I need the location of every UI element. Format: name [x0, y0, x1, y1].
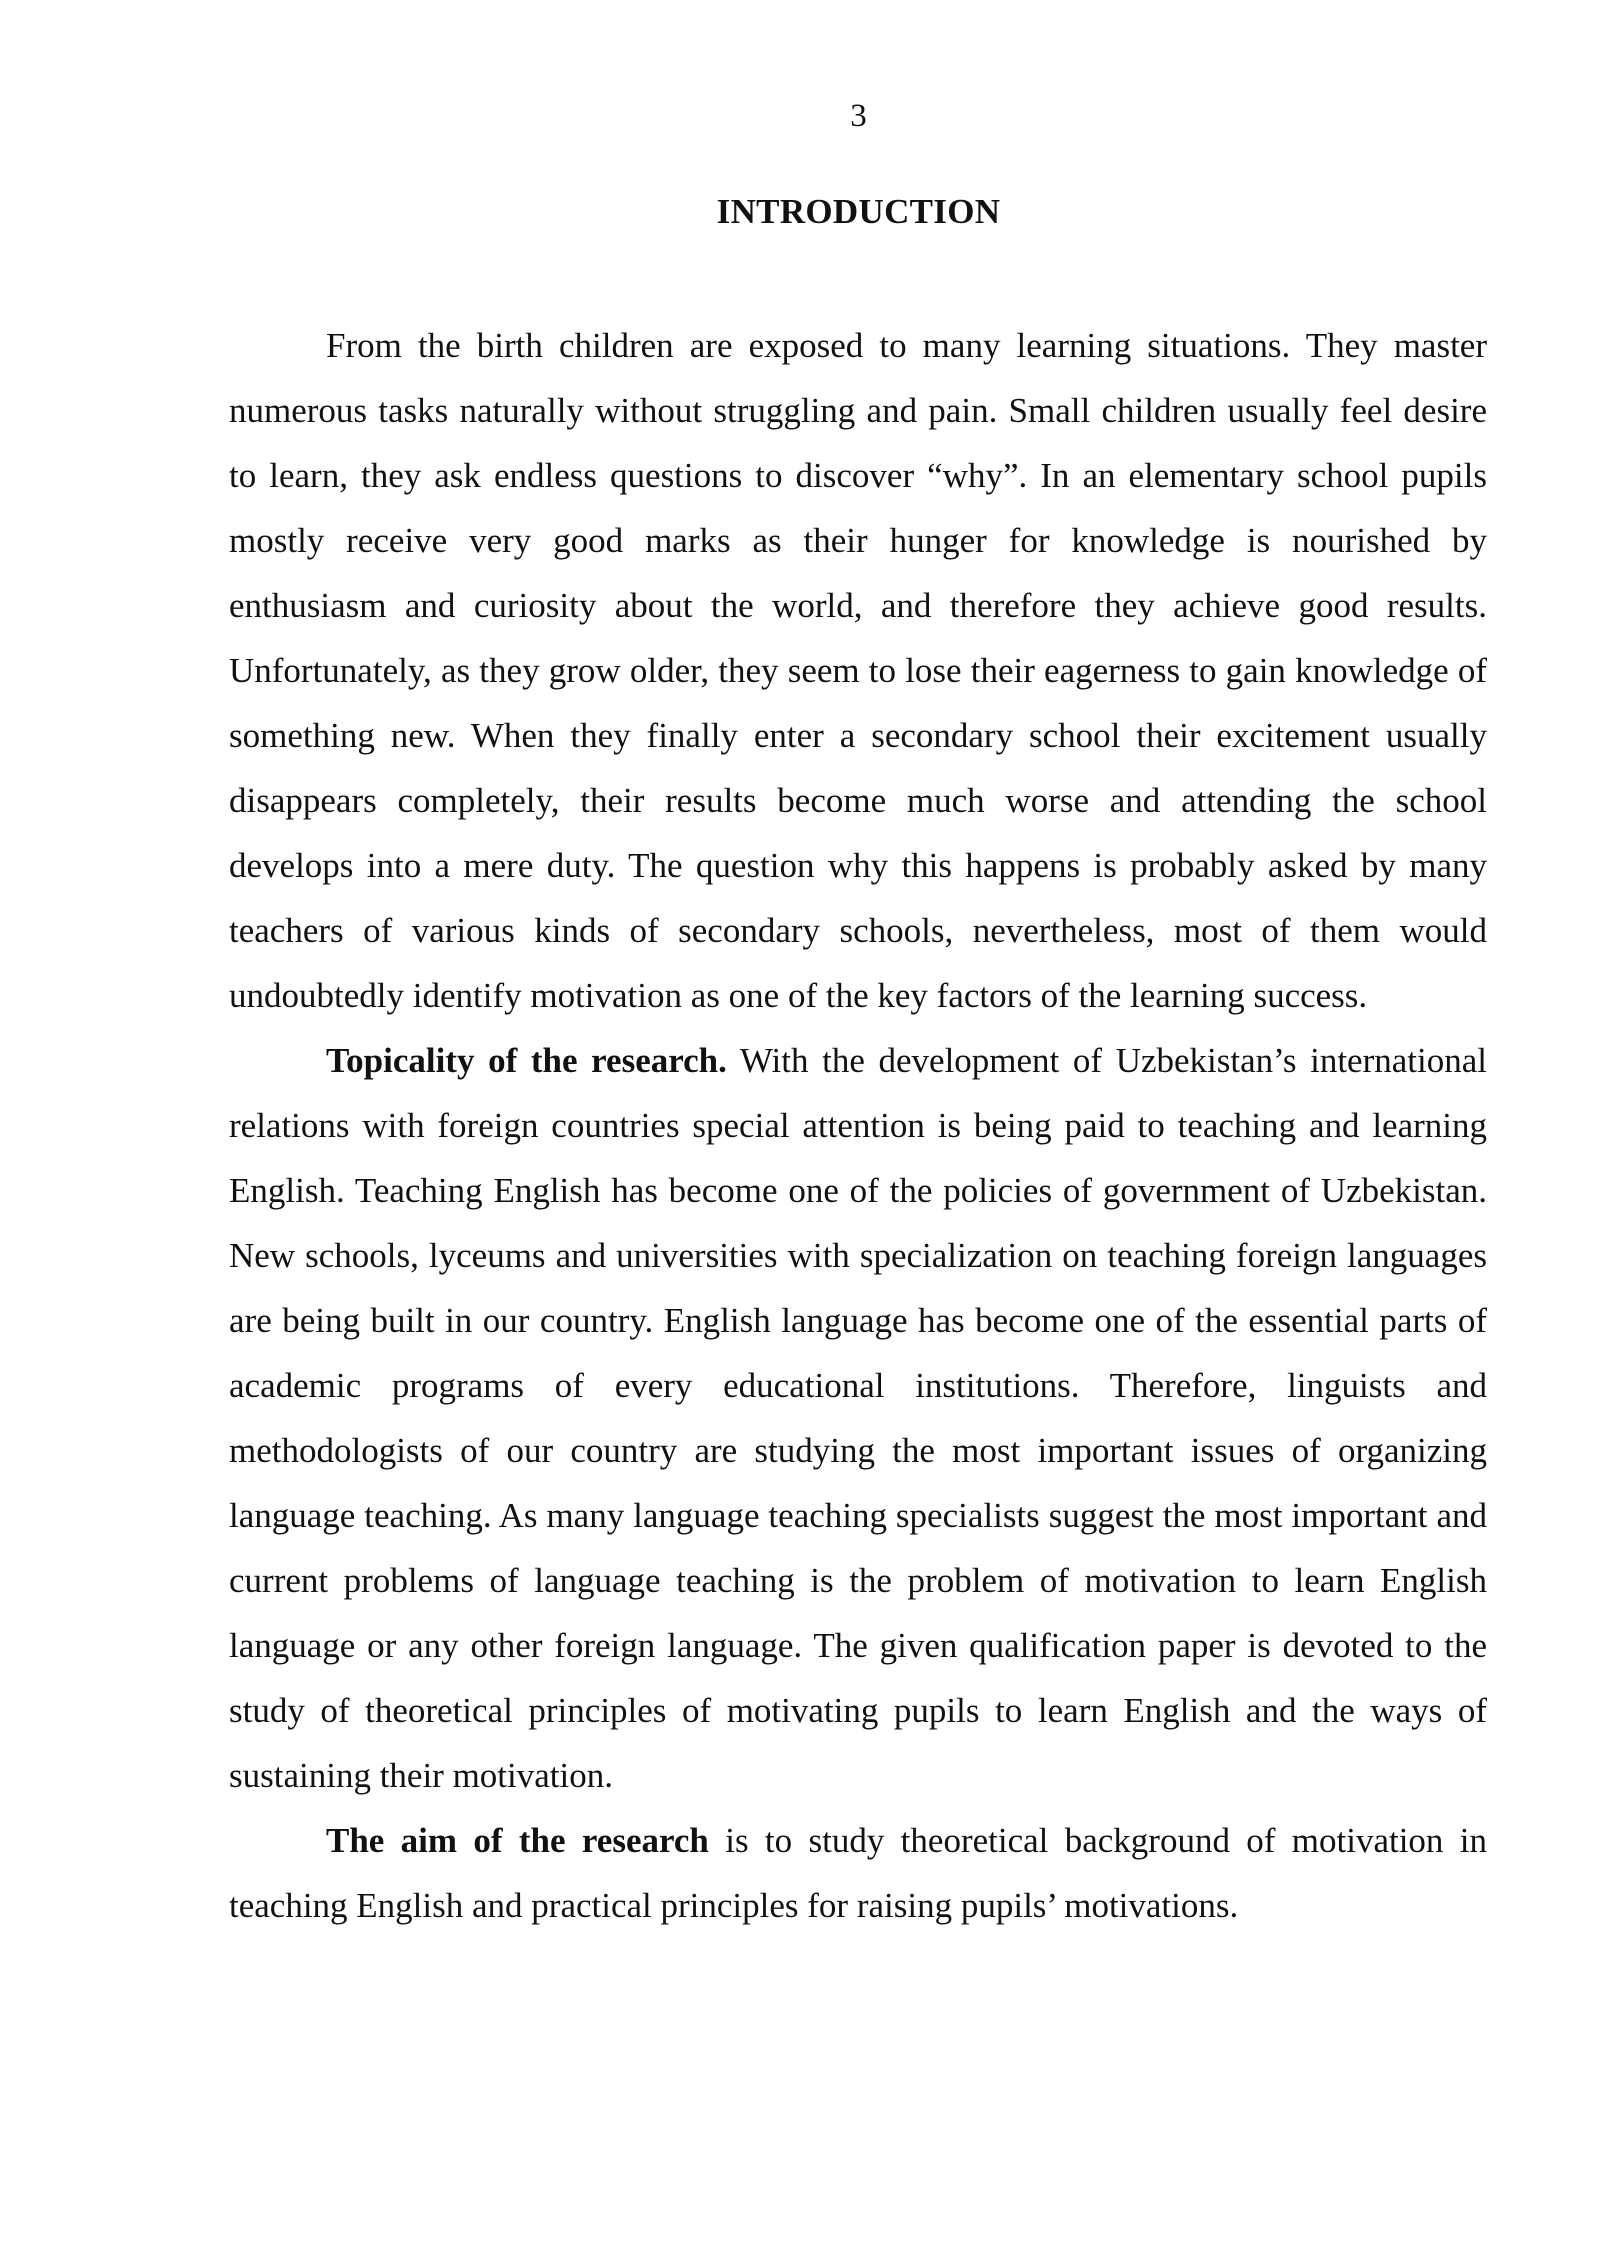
paragraph-topicality — [229, 1028, 1487, 1808]
paragraph-aim — [229, 1808, 1487, 1938]
paragraph-intro-text: From the birth children are exposed to many learning situations. They master numerous tasks naturally without struggling and pain. Small children usually feel desire to learn, they ask endless questions to discover “why”. In an elementary school pupils mostly receive very good marks as their hunger for knowledge is nourished by enthusiasm and curiosity about the world, and therefore they achieve good results. Unfortunately, as they grow older, they seem to lose their eagerness to gain knowledge of something new. When they finally enter a secondary school their excitement usually disappears completely, their results become much worse and attending the school develops into a mere duty. The question why this happens is probably asked by many teachers of various kinds of secondary schools, nevertheless, most of them would undoubtedly identify motivation as one of the key factors of the learning success. — [229, 326, 1487, 1015]
paragraph-intro — [229, 313, 1487, 1028]
topicality-text: With the development of Uzbekistan’s international relations with foreign countries special attention is being paid to teaching and learning English. Teaching English has become one of the policies of government of Uzbekistan. New schools, lyceums and universities with specialization on teaching foreign languages are being built in our country. English language has become one of the essential parts of academic programs of every educational institutions. Therefore, linguists and methodologists of our country are studying the most important issues of organizing language teaching. As many language teaching specialists suggest the most important and current problems of language teaching is the problem of motivation to learn English language or any other foreign language. The given qualification paper is devoted to the study of theoretical principles of motivating pupils to learn English and the ways of sustaining their motivation. — [229, 1041, 1487, 1795]
aim-lead: The aim of the research — [326, 1821, 709, 1860]
body-text — [229, 313, 1487, 1938]
section-heading: INTRODUCTION — [716, 192, 1001, 231]
topicality-lead: Topicality of the research. — [326, 1041, 727, 1080]
aim-text: is to study theoretical background of motivation in teaching English and practical principles for raising pupils’ motivations. — [229, 1821, 1487, 1925]
page-number: 3 — [850, 98, 867, 134]
